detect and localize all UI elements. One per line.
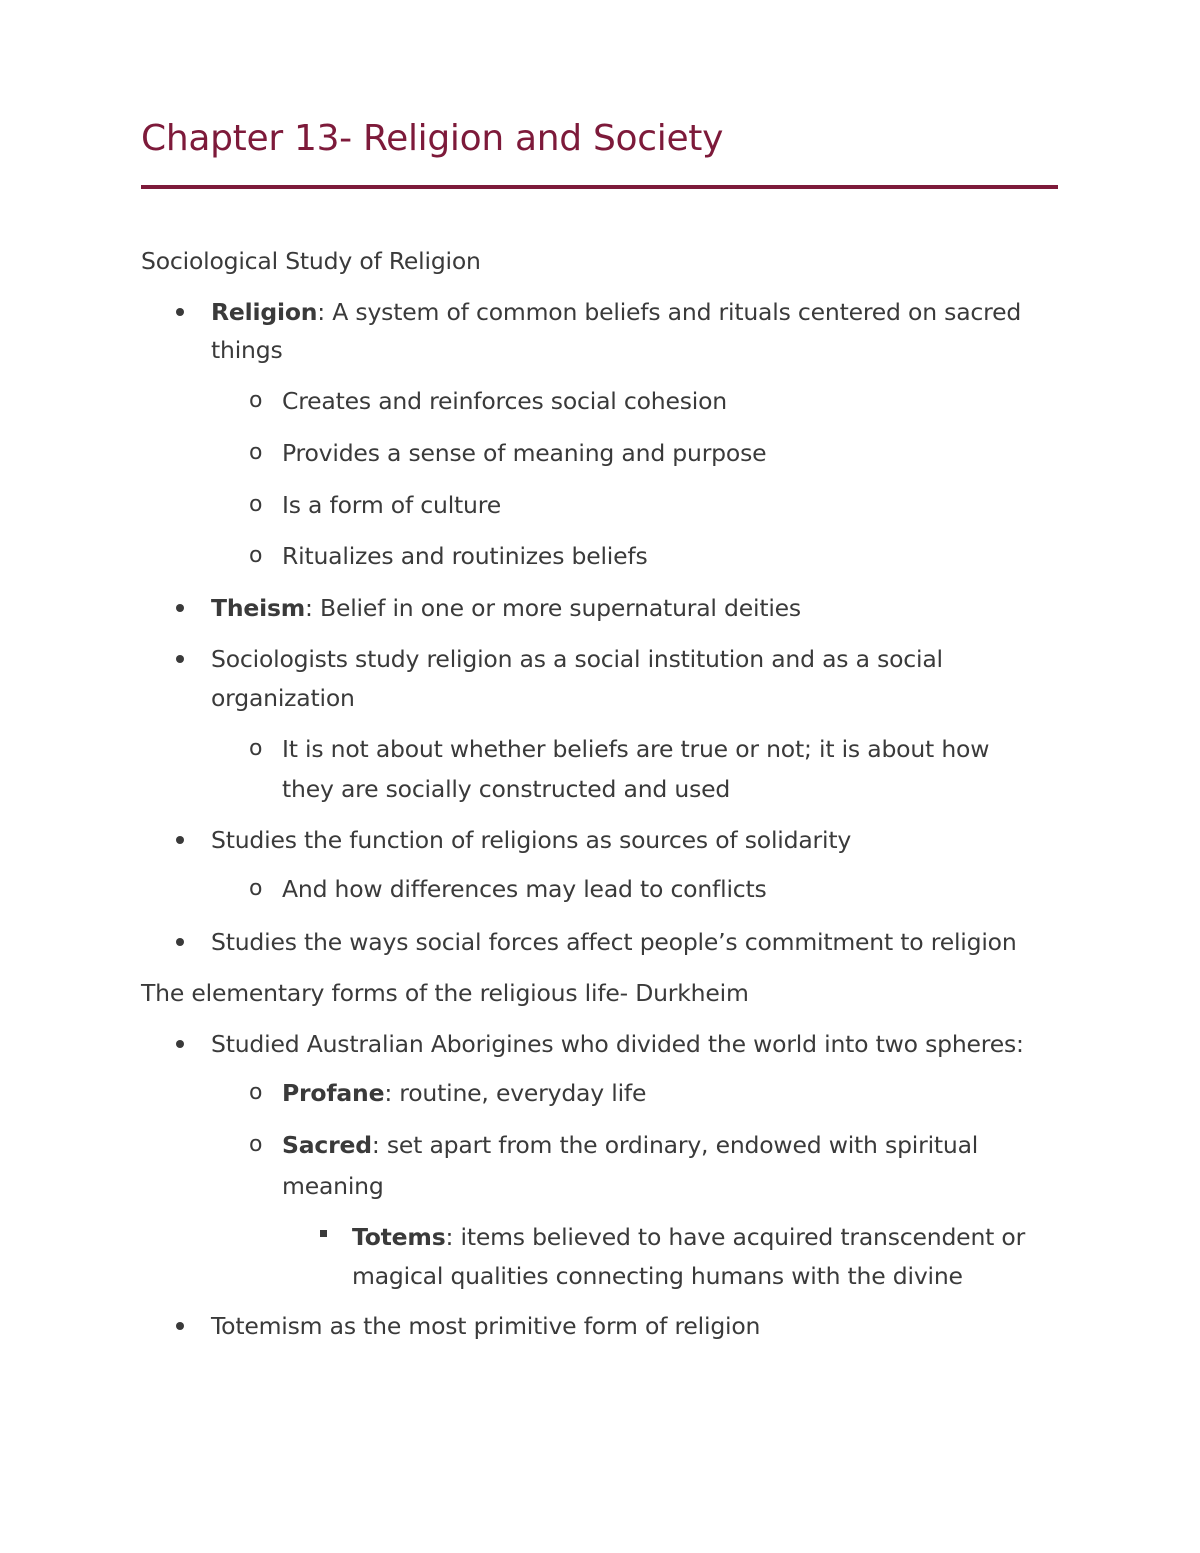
circle-bullet-icon: o	[249, 1132, 263, 1157]
list-item-meaning-purpose: Provides a sense of meaning and purpose	[282, 439, 767, 467]
circle-bullet-icon: o	[249, 736, 263, 761]
circle-bullet-icon: o	[249, 492, 263, 517]
list-item-beliefs-constructed: It is not about whether beliefs are true or not; it is about how	[282, 735, 990, 763]
bullet-icon	[176, 836, 184, 844]
list-item-social-cohesion: Creates and reinforces social cohesion	[282, 387, 727, 415]
list-item-totems	[352, 1222, 1025, 1252]
definition-theism: : Belief in one or more supernatural deities	[305, 594, 801, 622]
term-theism: Theism	[211, 594, 306, 622]
list-item-totemism: Totemism as the most primitive form of religion	[211, 1312, 761, 1340]
circle-bullet-icon: o	[249, 543, 263, 568]
definition-religion-continued: things	[211, 336, 283, 364]
term-profane: Profane	[282, 1079, 385, 1107]
circle-bullet-icon: o	[249, 876, 263, 901]
bullet-icon	[176, 1322, 184, 1330]
section-heading-sociological-study: Sociological Study of Religion	[141, 247, 481, 275]
definition-totems-continued: magical qualities connecting humans with the divine	[352, 1262, 963, 1290]
list-item-sacred	[282, 1130, 978, 1160]
term-totems: Totems	[352, 1223, 446, 1251]
square-bullet-icon	[320, 1230, 327, 1237]
list-item-social-institution-continued: organization	[211, 684, 355, 712]
list-item-aborigines: Studied Australian Aborigines who divided the world into two spheres:	[211, 1030, 1024, 1058]
term-religion: Religion	[211, 298, 318, 326]
page-title: Chapter 13- Religion and Society	[141, 118, 724, 159]
bullet-icon	[176, 655, 184, 663]
definition-profane: : routine, everyday life	[384, 1079, 647, 1107]
definition-totems: : items believed to have acquired transcendent or	[445, 1223, 1026, 1251]
list-item-profane	[282, 1078, 646, 1108]
bullet-icon	[176, 938, 184, 946]
circle-bullet-icon: o	[249, 1080, 263, 1105]
list-item-function-solidarity: Studies the function of religions as sources of solidarity	[211, 826, 852, 854]
list-item-form-of-culture: Is a form of culture	[282, 491, 501, 519]
definition-sacred: : set apart from the ordinary, endowed with spiritual	[371, 1131, 979, 1159]
list-item-ritualizes: Ritualizes and routinizes beliefs	[282, 542, 648, 570]
bullet-icon	[176, 1040, 184, 1048]
definition-sacred-continued: meaning	[282, 1172, 384, 1200]
list-item-conflicts: And how differences may lead to conflicts	[282, 875, 767, 903]
term-sacred: Sacred	[282, 1131, 372, 1159]
list-item-theism	[211, 593, 801, 623]
section-heading-durkheim: The elementary forms of the religious life- Durkheim	[141, 979, 749, 1007]
list-item-religion	[211, 297, 1021, 327]
title-divider	[141, 185, 1058, 189]
circle-bullet-icon: o	[249, 388, 263, 413]
bullet-icon	[176, 604, 184, 612]
definition-religion: : A system of common beliefs and rituals centered on sacred	[317, 298, 1022, 326]
list-item-social-forces: Studies the ways social forces affect people’s commitment to religion	[211, 928, 1017, 956]
list-item-social-institution: Sociologists study religion as a social institution and as a social	[211, 645, 943, 673]
bullet-icon	[176, 308, 184, 316]
circle-bullet-icon: o	[249, 440, 263, 465]
list-item-beliefs-constructed-continued: they are socially constructed and used	[282, 775, 731, 803]
